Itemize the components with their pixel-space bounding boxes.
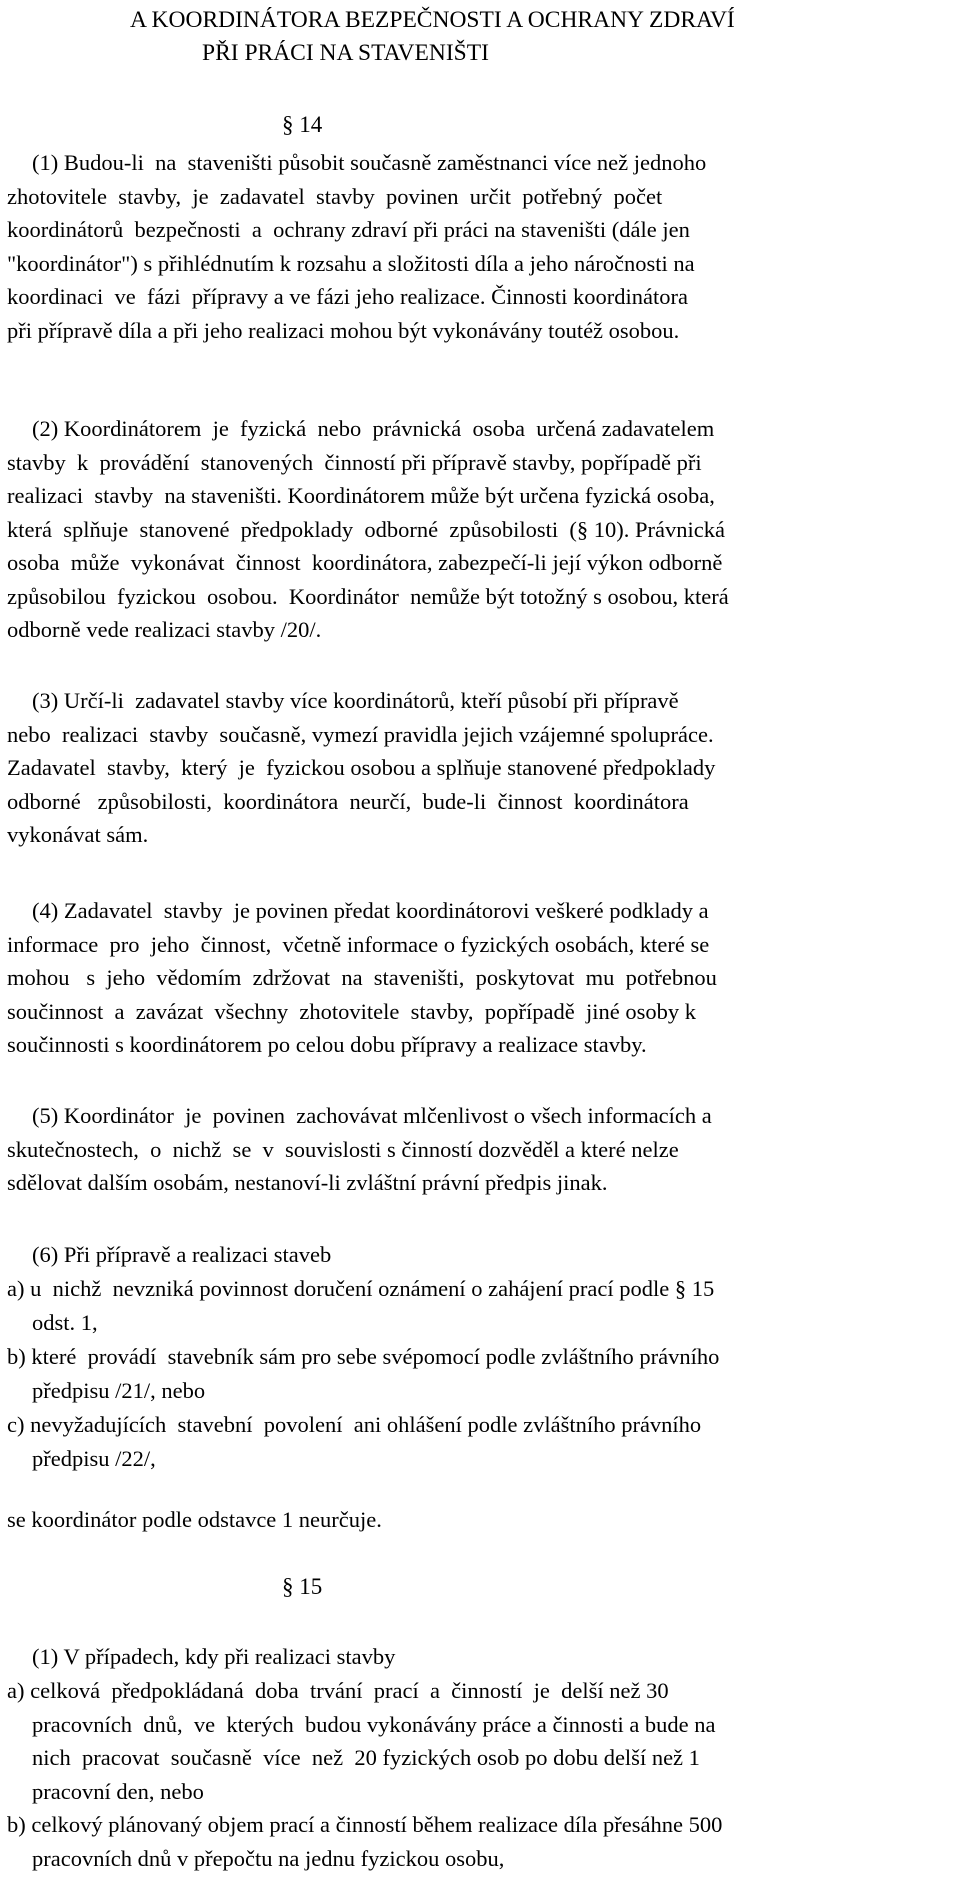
paragraph-4	[7, 894, 945, 1062]
s15-list-item-b	[7, 1808, 952, 1875]
list-item-b	[7, 1340, 952, 1407]
paragraph-line: vykonávat sám.	[7, 822, 149, 847]
paragraph-6-closing	[7, 1503, 945, 1537]
paragraph-line: realizaci stavby na staveništi. Koordinátorem může být určena fyzická osoba,	[7, 483, 715, 508]
section-15-heading: § 15	[282, 1574, 323, 1599]
paragraph-line: součinnost a zavázat všechny zhotovitele stavby, popřípadě jiné osoby k	[7, 998, 696, 1024]
paragraph-line: (6) Při přípravě a realizaci staveb	[32, 1242, 332, 1267]
paragraph-line: informace pro jeho činnost, včetně informace o fyzických osobách, které se	[7, 931, 710, 957]
paragraph-line: "koordinátor") s přihlédnutím k rozsahu a složitosti díla a jeho náročnosti na	[7, 250, 695, 276]
list-item-first-line: c) nevyžadujících stavební povolení ani ohlášení podle zvláštního právního	[7, 1412, 702, 1437]
list-item-c	[7, 1408, 952, 1475]
list-item-a	[7, 1272, 952, 1339]
section-15-paragraph-1-intro	[7, 1640, 945, 1674]
paragraph-line: stavby k provádění stanovených činností při přípravě stavby, popřípadě při	[7, 449, 702, 475]
paragraph-line: (4) Zadavatel stavby je povinen předat koordinátorovi veškeré podklady a	[32, 898, 709, 923]
list-item-first-line: a) u nichž nevzniká povinnost doručení oznámení o zahájení prací podle § 15	[7, 1276, 715, 1301]
title-line-1: A KOORDINÁTORA BEZPEČNOSTI A OCHRANY ZDRAVÍ	[130, 7, 735, 33]
paragraph-line: koordinaci ve fázi přípravy a ve fázi jeho realizace. Činnosti koordinátora	[7, 284, 688, 309]
paragraph-line: součinnosti s koordinátorem po celou dobu přípravy a realizace stavby.	[7, 1032, 647, 1057]
paragraph-line: odborné způsobilosti, koordinátora neurčí, bude-li činnost koordinátora	[7, 788, 689, 814]
list-item-continuation: pracovních dnů v přepočtu na jednu fyzickou osobu,	[32, 1845, 505, 1871]
paragraph-line: sdělovat dalším osobám, nestanoví-li zvláštní právní předpis jinak.	[7, 1170, 608, 1195]
list-item-first-line: b) které provádí stavebník sám pro sebe svépomocí podle zvláštního právního	[7, 1344, 720, 1369]
list-item-continuation: pracovní den, nebo	[32, 1778, 204, 1804]
section-14-heading: § 14	[282, 112, 323, 137]
list-item-continuation: odst. 1,	[32, 1309, 98, 1335]
paragraph-line: (1) V případech, kdy při realizaci stavby	[32, 1644, 396, 1669]
list-item-continuation: pracovních dnů, ve kterých budou vykonávány práce a činnosti a bude na	[32, 1711, 716, 1737]
list-item-first-line: b) celkový plánovaný objem prací a činností během realizace díla přesáhne 500	[7, 1812, 723, 1837]
paragraph-line: (3) Určí-li zadavatel stavby více koordinátorů, kteří působí při přípravě	[32, 688, 679, 713]
list-item-first-line: a) celková předpokládaná doba trvání prací a činností je delší než 30	[7, 1678, 669, 1703]
document-title	[130, 4, 930, 70]
paragraph-1	[7, 146, 945, 347]
paragraph-line: zhotovitele stavby, je zadavatel stavby povinen určit potřebný počet	[7, 183, 663, 209]
paragraph-line: mohou s jeho vědomím zdržovat na staveništi, poskytovat mu potřebnou	[7, 965, 717, 990]
paragraph-3	[7, 684, 945, 852]
paragraph-line: Zadavatel stavby, který je fyzickou osobou a splňuje stanovené předpoklady	[7, 755, 716, 780]
paragraph-line: (2) Koordinátorem je fyzická nebo právnická osoba určená zadavatelem	[32, 416, 715, 441]
paragraph-line: která splňuje stanovené předpoklady odborné způsobilosti (§ 10). Právnická	[7, 516, 725, 542]
paragraph-2	[7, 412, 945, 647]
list-item-continuation: nich pracovat současně více než 20 fyzických osob po dobu delší než 1	[32, 1745, 700, 1770]
paragraph-line: nebo realizaci stavby současně, vymezí pravidla jejich vzájemné spolupráce.	[7, 721, 714, 747]
title-line-2: PŘI PRÁCI NA STAVENIŠTI	[202, 40, 489, 66]
paragraph-5	[7, 1099, 945, 1200]
list-item-continuation: předpisu /21/, nebo	[32, 1377, 206, 1403]
paragraph-line: (5) Koordinátor je povinen zachovávat mlčenlivost o všech informacích a	[32, 1103, 712, 1128]
paragraph-line: osoba může vykonávat činnost koordinátora, zabezpečí-li její výkon odborně	[7, 550, 723, 575]
paragraph-line: při přípravě díla a při jeho realizaci mohou být vykonávány toutéž osobou.	[7, 317, 680, 343]
paragraph-line: se koordinátor podle odstavce 1 neurčuje.	[7, 1507, 382, 1532]
paragraph-line: skutečnostech, o nichž se v souvislosti s činností dozvěděl a které nelze	[7, 1136, 679, 1162]
paragraph-line: koordinátorů bezpečnosti a ochrany zdraví při práci na staveništi (dále jen	[7, 217, 690, 242]
paragraph-line: (1) Budou-li na staveništi působit současně zaměstnanci více než jednoho	[32, 150, 707, 175]
s15-list-item-a	[7, 1674, 952, 1808]
list-item-continuation: předpisu /22/,	[32, 1445, 156, 1471]
paragraph-line: způsobilou fyzickou osobou. Koordinátor nemůže být totožný s osobou, která	[7, 583, 729, 609]
paragraph-6-intro	[7, 1238, 945, 1272]
paragraph-line: odborně vede realizaci stavby /20/.	[7, 617, 322, 642]
